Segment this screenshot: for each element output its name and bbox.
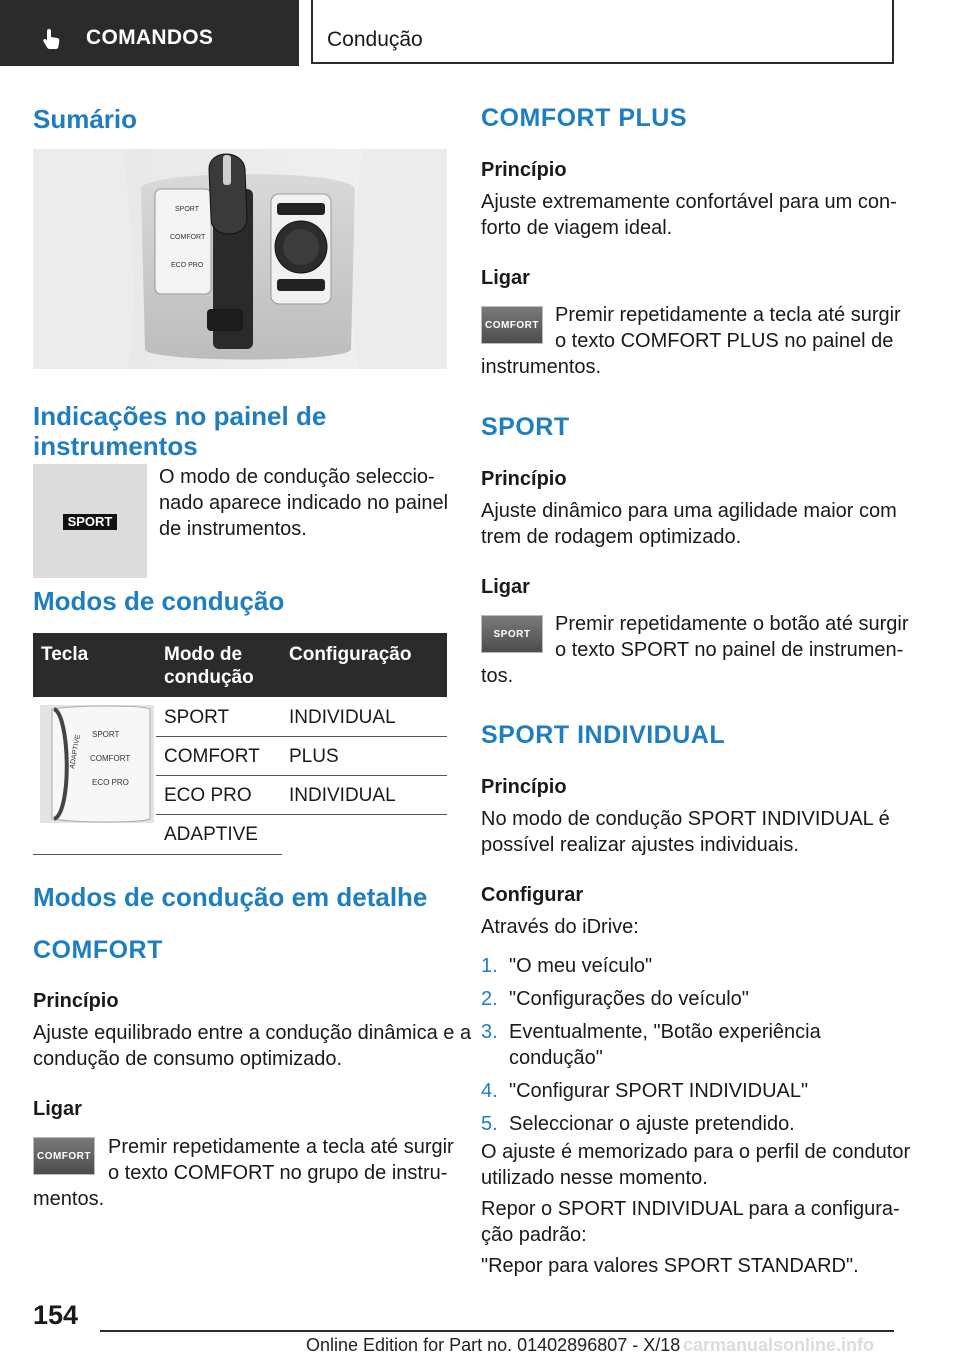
sport-principio-label: Princípio <box>481 468 567 490</box>
table-header-tecla: Tecla <box>41 644 89 665</box>
table-cell-config-2: PLUS <box>289 746 339 767</box>
steps-list <box>481 953 901 1137</box>
sport-display-image <box>33 464 147 578</box>
table-row-divider <box>156 814 447 815</box>
center-console-image <box>33 149 447 369</box>
sport-button-icon: SPORT <box>481 615 543 653</box>
header-section-title: COMANDOS <box>86 26 214 49</box>
comfort-button-icon: COMFORT <box>33 1137 95 1175</box>
table-bottom-line <box>33 854 282 855</box>
sport-individual-principio-text: No modo de condução SPORT INDIVIDUAL é possível realizar ajustes individuais. <box>481 808 890 856</box>
sport-individual-heading: SPORT INDIVIDUAL <box>481 721 726 749</box>
configurar-label: Configurar <box>481 884 584 906</box>
comfort-plus-ligar-text-b: instrumentos. <box>481 356 602 378</box>
atraves-text: Através do iDrive: <box>481 916 639 938</box>
mode-button-sport: SPORT <box>92 730 120 739</box>
table-header-modo: Modo de condução <box>164 644 254 688</box>
indicacoes-heading: Indicações no painel de instrumentos <box>33 401 327 461</box>
list-item: 3. Eventualmente, "Botão experiência condução" <box>481 1021 821 1069</box>
table-cell-config-3: INDIVIDUAL <box>289 785 396 806</box>
sport-ligar-label: Ligar <box>481 576 530 598</box>
table-cell-mode-3: ECO PRO <box>164 785 252 806</box>
mode-button-eco-pro: ECO PRO <box>92 778 129 787</box>
comfort-plus-ligar-label: Ligar <box>481 267 530 289</box>
list-item: 2. "Configurações do veículo" <box>481 988 749 1010</box>
svg-text:ECO PRO: ECO PRO <box>171 262 204 269</box>
sport-ligar-text-a: Premir repetidamente o botão até surgir o texto SPORT no painel de instrumen- <box>555 613 909 661</box>
footer-watermark: carmanualsonline.info <box>683 1335 875 1355</box>
mode-button-comfort: COMFORT <box>90 754 131 763</box>
footer-rule <box>100 1330 894 1332</box>
sumario-heading: Sumário <box>33 104 138 134</box>
svg-text:COMFORT: COMFORT <box>170 234 206 241</box>
comfort-ligar-text-a: Premir repetidamente a tecla até surgir o texto COMFORT no grupo de instru- <box>108 1136 454 1184</box>
footer-edition: Online Edition for Part no. 01402896807 - X/18 <box>306 1335 681 1355</box>
comfort-plus-ligar-text-a: Premir repetidamente a tecla até surgir o texto COMFORT PLUS no painel de <box>555 304 901 352</box>
modos-heading: Modos de condução <box>33 586 285 616</box>
list-item: 1. "O meu veículo" <box>481 955 653 977</box>
comfort-principio-label: Princípio <box>33 990 119 1012</box>
table-cell-mode-2: COMFORT <box>164 746 260 767</box>
table-row-divider <box>156 775 447 776</box>
sport-individual-principio-label: Princípio <box>481 776 567 798</box>
table-header-configuracao: Configuração <box>289 644 412 665</box>
page-number: 154 <box>33 1300 79 1330</box>
sport-display-badge: SPORT <box>63 514 117 530</box>
hand-pointer-icon <box>40 27 64 51</box>
table-row-divider <box>156 736 447 737</box>
sport-principio-text: Ajuste dinâmico para uma agilidade maior com trem de rodagem optimizado. <box>481 500 897 548</box>
comfort-principio-text: Ajuste equilibrado entre a condução dinâmica e a condução de consumo optimizado. <box>33 1022 472 1070</box>
svg-text:SPORT: SPORT <box>175 206 199 213</box>
table-cell-config-1: INDIVIDUAL <box>289 707 396 728</box>
comfort-ligar-text-b: mentos. <box>33 1188 105 1210</box>
detalhe-heading: Modos de condução em detalhe <box>33 882 428 912</box>
list-item: 5. Seleccionar o ajuste pretendido. <box>481 1113 795 1135</box>
comfort-plus-heading: COMFORT PLUS <box>481 104 687 132</box>
repor-text: Repor o SPORT INDIVIDUAL para a configura- ção padrão: <box>481 1198 900 1246</box>
mode-buttons-image <box>40 705 154 823</box>
comfort-plus-button-icon: COMFORT <box>481 306 543 344</box>
header-chapter-title: Condução <box>327 28 423 51</box>
repor-valores-text: "Repor para valores SPORT STANDARD". <box>481 1255 859 1277</box>
table-cell-mode-1: SPORT <box>164 707 230 728</box>
table-cell-mode-4: ADAPTIVE <box>164 824 258 845</box>
indicacoes-text: O modo de condução seleccio- nado aparece indicado no painel de instrumentos. <box>159 466 449 540</box>
comfort-ligar-label: Ligar <box>33 1098 82 1120</box>
sport-ligar-text-b: tos. <box>481 665 514 687</box>
list-item: 4. "Configurar SPORT INDIVIDUAL" <box>481 1080 809 1102</box>
comfort-plus-principio-label: Princípio <box>481 159 567 181</box>
memorizado-text: O ajuste é memorizado para o perfil de condutor utilizado nesse momento. <box>481 1141 911 1189</box>
sport-heading: SPORT <box>481 413 570 441</box>
comfort-heading: COMFORT <box>33 936 163 964</box>
mode-button-adaptive: ADAPTIVE <box>69 734 82 770</box>
comfort-plus-principio-text: Ajuste extremamente confortável para um con- forto de viagem ideal. <box>481 191 897 239</box>
